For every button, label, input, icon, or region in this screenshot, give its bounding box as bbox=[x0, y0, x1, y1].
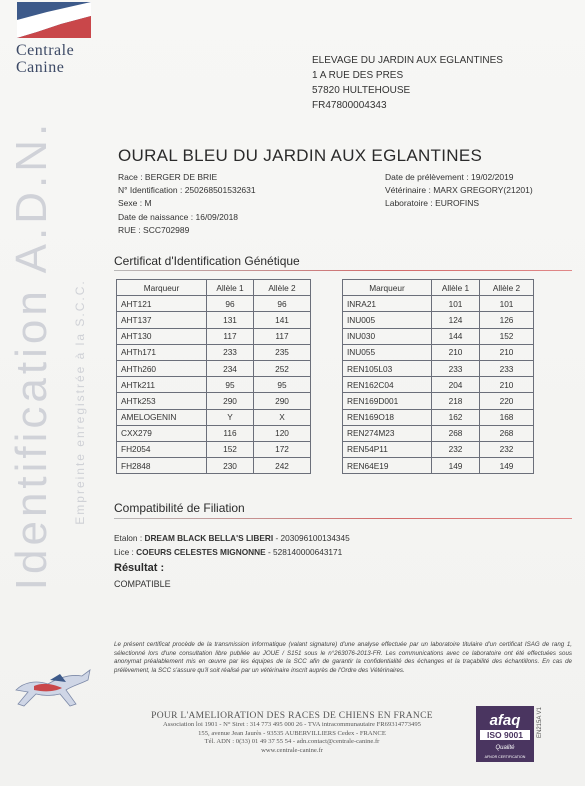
address-line-3: 57820 HULTEHOUSE bbox=[312, 85, 411, 96]
table-header-row bbox=[117, 280, 311, 296]
allele-1-cell: 162 bbox=[432, 409, 480, 425]
table-row bbox=[343, 377, 534, 393]
allele-2-cell: 210 bbox=[480, 377, 534, 393]
table-row bbox=[117, 344, 311, 360]
legal-notice: Le présent certificat procède de la transmission informatique (valant signature) d'une analyse effectuée par un laboratoire titulaire d'un certificat ISAG de rang 1, sélectionné lors d'une consultation libre publiée au JOUE / S151 sous le n°263076-2013-FR. Les communications avec ce laboratoire ont été effectuées sous anonymat préalablement mis en œuvre par les équipes de la SCC afin de garantir la confidentialité des échanges et la traçabilité des échantillons. En cas de prélèvement, la SCC s'assure qu'il soit réalisé par un vétérinaire inscrit auprès de l'Ordre des Vétérinaires. bbox=[114, 641, 572, 674]
sire-name: DREAM BLACK BELLA'S LIBERI bbox=[144, 533, 274, 543]
table-row bbox=[117, 296, 311, 312]
allele-1-cell: 116 bbox=[207, 425, 254, 441]
side-title: Identification A.D.N. bbox=[7, 119, 56, 591]
allele-1-cell: 144 bbox=[432, 328, 480, 344]
dog-birth-date: Date de naissance : 16/09/2018 bbox=[118, 211, 239, 222]
table-row bbox=[343, 344, 534, 360]
dam-line bbox=[114, 546, 350, 560]
result-title: Résultat : bbox=[114, 562, 165, 574]
footer-address: 155, avenue Jean Jaurès - 93535 AUBERVILLIERS Cedex - FRANCE bbox=[198, 729, 386, 737]
footer-website: www.centrale-canine.fr bbox=[261, 746, 323, 754]
dog-info-left bbox=[118, 171, 256, 237]
footer-contact: Tél. ADN : 0(33) 01 49 37 55 54 - adn.contact@centrale-canine.fr bbox=[204, 738, 380, 746]
allele-2-cell: 268 bbox=[480, 425, 534, 441]
allele-1-cell: 233 bbox=[432, 360, 480, 376]
filiation-section-title: Compatibilité de Filiation bbox=[114, 501, 245, 515]
dog-race: Race : BERGER DE BRIE bbox=[118, 172, 218, 182]
logo-line-2: Canine bbox=[16, 59, 65, 76]
allele-1-cell: 96 bbox=[207, 296, 254, 312]
marker-cell: AHT121 bbox=[117, 296, 207, 312]
marker-cell: INU055 bbox=[343, 344, 432, 360]
column-header-allele-2: Allèle 2 bbox=[254, 280, 311, 296]
section-divider bbox=[114, 270, 572, 271]
footer bbox=[112, 711, 472, 755]
marker-cell: AHT137 bbox=[117, 312, 207, 328]
dog-rue: RUE : SCC702989 bbox=[118, 224, 190, 235]
dam-name: COEURS CELESTES MIGNONNE bbox=[136, 546, 266, 557]
allele-2-cell: 210 bbox=[480, 344, 534, 360]
allele-1-cell: 149 bbox=[432, 458, 480, 474]
marker-cell: FH2054 bbox=[117, 441, 207, 457]
allele-2-cell: 120 bbox=[254, 425, 311, 441]
allele-2-cell: X bbox=[254, 409, 311, 425]
sire-id: - 203096100134345 bbox=[273, 533, 350, 543]
column-header-marker: Marqueur bbox=[343, 280, 432, 296]
table-row bbox=[343, 296, 534, 312]
allele-2-cell: 252 bbox=[254, 360, 311, 376]
table-row bbox=[117, 328, 311, 344]
dog-info-right bbox=[385, 171, 533, 211]
table-row bbox=[343, 458, 534, 474]
marker-cell: REN162C04 bbox=[343, 377, 432, 393]
side-subtitle: Empreinte enregistrée à la S.C.C. bbox=[73, 279, 87, 525]
table-row bbox=[343, 328, 534, 344]
allele-2-cell: 141 bbox=[254, 312, 311, 328]
sire-label: Etalon : bbox=[114, 533, 145, 543]
marker-cell: AHTk211 bbox=[117, 377, 207, 393]
centrale-canine-logo bbox=[17, 2, 91, 38]
dam-id: - 528140000643171 bbox=[265, 546, 343, 557]
table-row bbox=[343, 393, 534, 409]
section-divider bbox=[114, 518, 572, 519]
table-row bbox=[343, 425, 534, 441]
afaq-quality: Qualité bbox=[495, 745, 515, 751]
allele-2-cell: 290 bbox=[254, 393, 311, 409]
allele-2-cell: 152 bbox=[480, 328, 534, 344]
allele-2-cell: 232 bbox=[480, 441, 534, 457]
allele-2-cell: 233 bbox=[480, 360, 534, 376]
table-row bbox=[343, 360, 534, 376]
table-row bbox=[117, 425, 311, 441]
dog-name: OURAL BLEU DU JARDIN AUX EGLANTINES bbox=[118, 146, 483, 165]
allele-2-cell: 172 bbox=[254, 441, 311, 457]
allele-1-cell: 204 bbox=[432, 377, 480, 393]
marker-cell: AHTh171 bbox=[117, 344, 207, 360]
afaq-certification-badge bbox=[476, 706, 534, 762]
footer-slogan: POUR L'AMELIORATION DES RACES DE CHIENS EN FRANCE bbox=[151, 711, 433, 721]
allele-2-cell: 101 bbox=[480, 296, 534, 312]
table-row bbox=[117, 377, 311, 393]
afaq-brand: afaq bbox=[489, 712, 521, 729]
marker-cell: CXX279 bbox=[117, 425, 207, 441]
allele-2-cell: 149 bbox=[480, 458, 534, 474]
marker-cell: REN274M23 bbox=[343, 425, 432, 441]
marker-cell: REN64E19 bbox=[343, 458, 432, 474]
allele-1-cell: 131 bbox=[207, 312, 254, 328]
marker-cell: FH2848 bbox=[117, 458, 207, 474]
allele-1-cell: 117 bbox=[207, 328, 254, 344]
allele-1-cell: 290 bbox=[207, 393, 254, 409]
certificate-section-title: Certificat d'Identification Génétique bbox=[114, 254, 300, 268]
allele-1-cell: Y bbox=[207, 409, 254, 425]
allele-1-cell: 230 bbox=[207, 458, 254, 474]
table-row bbox=[117, 458, 311, 474]
table-row bbox=[117, 312, 311, 328]
marker-cell: REN169D001 bbox=[343, 393, 432, 409]
allele-2-cell: 117 bbox=[254, 328, 311, 344]
allele-1-cell: 268 bbox=[432, 425, 480, 441]
marker-cell: AHT130 bbox=[117, 328, 207, 344]
dog-identification: N° Identification : 250268501532631 bbox=[118, 185, 256, 196]
logo-wordmark bbox=[16, 42, 106, 76]
allele-2-cell: 126 bbox=[480, 312, 534, 328]
result-value: COMPATIBLE bbox=[114, 579, 171, 589]
marker-cell: REN105L03 bbox=[343, 360, 432, 376]
marker-table-right bbox=[342, 279, 534, 474]
table-row bbox=[117, 441, 311, 457]
column-header-allele-2: Allèle 2 bbox=[480, 280, 534, 296]
running-dog-logo bbox=[10, 660, 94, 716]
veterinarian: Vétérinaire : MARX GREGORY(21201) bbox=[385, 185, 533, 196]
logo-line-1: Centrale bbox=[16, 42, 75, 59]
address-line-1: ELEVAGE DU JARDIN AUX EGLANTINES bbox=[312, 55, 503, 66]
table-row bbox=[343, 441, 534, 457]
afaq-iso: ISO 9001 bbox=[487, 730, 523, 740]
marker-cell: REN169O18 bbox=[343, 409, 432, 425]
allele-1-cell: 234 bbox=[207, 360, 254, 376]
marker-table-left bbox=[116, 279, 311, 474]
breeder-address bbox=[312, 53, 503, 113]
table-row bbox=[117, 360, 311, 376]
table-row bbox=[117, 409, 311, 425]
sample-date: Date de prélèvement : 19/02/2019 bbox=[385, 172, 514, 182]
marker-cell: AHTh260 bbox=[117, 360, 207, 376]
allele-2-cell: 168 bbox=[480, 409, 534, 425]
marker-cell: INRA21 bbox=[343, 296, 432, 312]
allele-1-cell: 232 bbox=[432, 441, 480, 457]
allele-1-cell: 124 bbox=[432, 312, 480, 328]
address-line-2: 1 A RUE DES PRES bbox=[312, 70, 404, 81]
allele-2-cell: 235 bbox=[254, 344, 311, 360]
marker-cell: AHTk253 bbox=[117, 393, 207, 409]
allele-1-cell: 152 bbox=[207, 441, 254, 457]
dog-sex: Sexe : M bbox=[118, 198, 152, 209]
marker-cell: INU005 bbox=[343, 312, 432, 328]
column-header-allele-1: Allèle 1 bbox=[207, 280, 254, 296]
allele-1-cell: 233 bbox=[207, 344, 254, 360]
address-line-4: FR47800004343 bbox=[312, 100, 387, 111]
footer-siret: Association loi 1901 - N° Siret : 314 773 495 000 26 - TVA intracommunautaire FR69314773495 bbox=[163, 721, 421, 728]
column-header-marker: Marqueur bbox=[117, 280, 207, 296]
marker-cell: INU030 bbox=[343, 328, 432, 344]
filiation-parents bbox=[114, 532, 350, 559]
column-header-allele-1: Allèle 1 bbox=[432, 280, 480, 296]
table-row bbox=[343, 312, 534, 328]
table-row bbox=[117, 393, 311, 409]
allele-1-cell: 95 bbox=[207, 377, 254, 393]
allele-1-cell: 101 bbox=[432, 296, 480, 312]
table-header-row bbox=[343, 280, 534, 296]
marker-cell: REN54P11 bbox=[343, 441, 432, 457]
laboratory: Laboratoire : EUROFINS bbox=[385, 198, 480, 209]
dam-label: Lice : bbox=[114, 546, 137, 557]
allele-2-cell: 242 bbox=[254, 458, 311, 474]
allele-2-cell: 95 bbox=[254, 377, 311, 393]
document-code: EN215A V1 bbox=[537, 706, 543, 738]
table-row bbox=[343, 409, 534, 425]
allele-1-cell: 218 bbox=[432, 393, 480, 409]
allele-2-cell: 220 bbox=[480, 393, 534, 409]
allele-2-cell: 96 bbox=[254, 296, 311, 312]
marker-cell: AMELOGENIN bbox=[117, 409, 207, 425]
sire-line bbox=[114, 532, 350, 546]
afaq-cert: AFNOR CERTIFICATION bbox=[484, 755, 526, 759]
allele-1-cell: 210 bbox=[432, 344, 480, 360]
